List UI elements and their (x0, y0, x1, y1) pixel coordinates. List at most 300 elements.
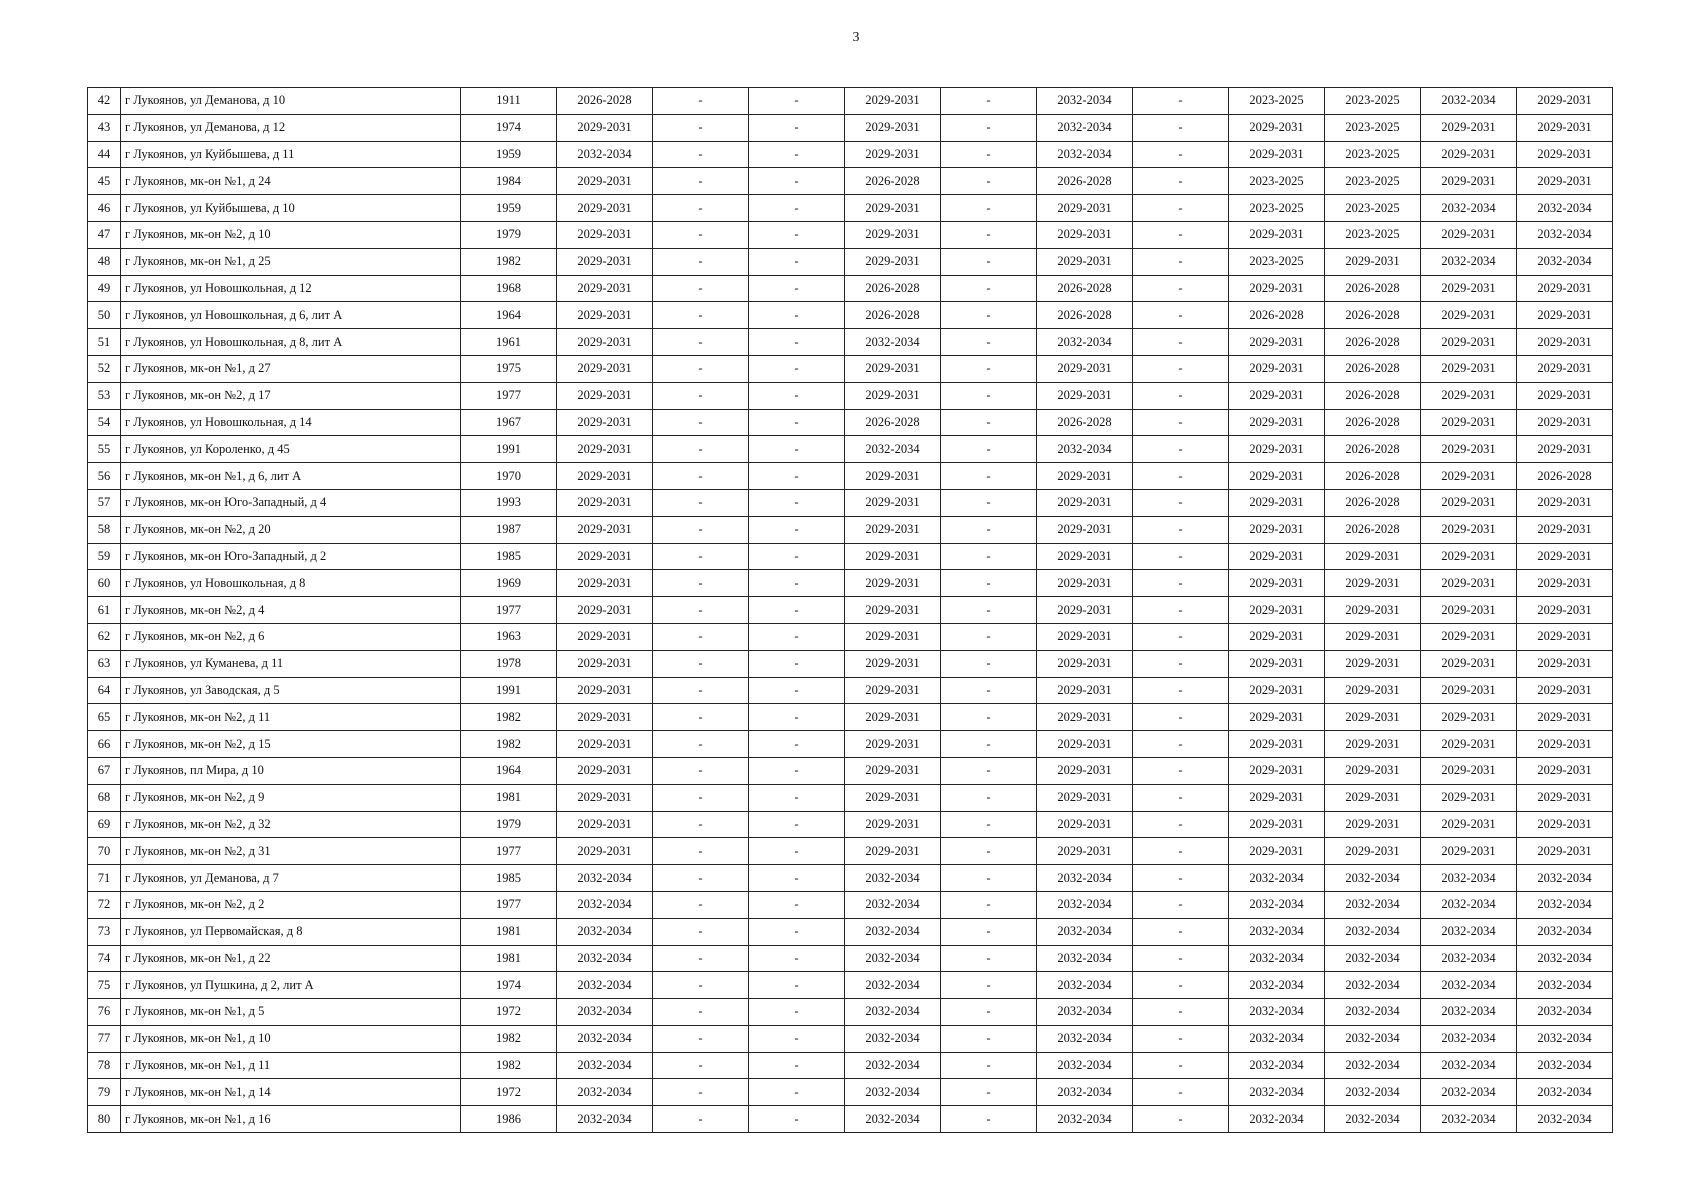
cell-period-4: 2029-2031 (845, 597, 941, 624)
table-row (88, 570, 1613, 597)
cell-row-number: 79 (88, 1079, 121, 1106)
cell-address: г Лукоянов, ул Первомайская, д 8 (121, 918, 461, 945)
cell-period-7: - (1133, 88, 1229, 115)
cell-row-number: 64 (88, 677, 121, 704)
cell-row-number: 60 (88, 570, 121, 597)
cell-period-7: - (1133, 731, 1229, 758)
cell-period-10: 2032-2034 (1421, 918, 1517, 945)
cell-period-4: 2029-2031 (845, 784, 941, 811)
cell-period-2: - (653, 1052, 749, 1079)
cell-period-7: - (1133, 141, 1229, 168)
cell-period-4: 2026-2028 (845, 302, 941, 329)
cell-row-number: 54 (88, 409, 121, 436)
cell-row-number: 73 (88, 918, 121, 945)
cell-period-2: - (653, 221, 749, 248)
cell-period-6: 2032-2034 (1037, 1052, 1133, 1079)
cell-period-6: 2032-2034 (1037, 436, 1133, 463)
cell-build-year: 1979 (461, 811, 557, 838)
cell-period-2: - (653, 141, 749, 168)
cell-period-2: - (653, 972, 749, 999)
cell-period-10: 2029-2031 (1421, 757, 1517, 784)
cell-period-8: 2029-2031 (1229, 409, 1325, 436)
cell-period-11: 2029-2031 (1517, 489, 1613, 516)
cell-address: г Лукоянов, мк-он №1, д 10 (121, 1025, 461, 1052)
cell-period-1: 2032-2034 (557, 1025, 653, 1052)
cell-period-2: - (653, 409, 749, 436)
cell-period-10: 2032-2034 (1421, 248, 1517, 275)
cell-period-4: 2029-2031 (845, 838, 941, 865)
cell-period-8: 2032-2034 (1229, 918, 1325, 945)
table-row (88, 195, 1613, 222)
cell-period-4: 2029-2031 (845, 88, 941, 115)
cell-period-6: 2029-2031 (1037, 677, 1133, 704)
cell-period-6: 2026-2028 (1037, 168, 1133, 195)
cell-period-6: 2029-2031 (1037, 757, 1133, 784)
cell-period-11: 2032-2034 (1517, 999, 1613, 1026)
cell-period-8: 2029-2031 (1229, 221, 1325, 248)
cell-period-10: 2029-2031 (1421, 355, 1517, 382)
cell-period-3: - (749, 784, 845, 811)
cell-row-number: 74 (88, 945, 121, 972)
cell-build-year: 1991 (461, 436, 557, 463)
cell-address: г Лукоянов, ул Новошкольная, д 8, лит А (121, 329, 461, 356)
table-row (88, 355, 1613, 382)
cell-row-number: 66 (88, 731, 121, 758)
cell-period-4: 2032-2034 (845, 999, 941, 1026)
cell-period-2: - (653, 757, 749, 784)
cell-build-year: 1964 (461, 757, 557, 784)
page-number: 3 (852, 30, 860, 45)
cell-period-3: - (749, 865, 845, 892)
table-row (88, 543, 1613, 570)
cell-build-year: 1982 (461, 248, 557, 275)
cell-row-number: 57 (88, 489, 121, 516)
cell-build-year: 1970 (461, 463, 557, 490)
repair-schedule-table (87, 87, 1613, 1133)
cell-period-11: 2029-2031 (1517, 704, 1613, 731)
cell-period-3: - (749, 195, 845, 222)
cell-period-3: - (749, 570, 845, 597)
table-row (88, 382, 1613, 409)
table-row (88, 597, 1613, 624)
cell-period-3: - (749, 811, 845, 838)
cell-period-9: 2032-2034 (1325, 945, 1421, 972)
cell-period-5: - (941, 114, 1037, 141)
cell-build-year: 1985 (461, 865, 557, 892)
cell-period-11: 2029-2031 (1517, 677, 1613, 704)
cell-period-1: 2026-2028 (557, 88, 653, 115)
cell-address: г Лукоянов, ул Куйбышева, д 10 (121, 195, 461, 222)
cell-build-year: 1972 (461, 1079, 557, 1106)
cell-address: г Лукоянов, ул Новошкольная, д 12 (121, 275, 461, 302)
cell-period-10: 2032-2034 (1421, 1025, 1517, 1052)
cell-period-10: 2029-2031 (1421, 409, 1517, 436)
cell-period-10: 2032-2034 (1421, 1052, 1517, 1079)
cell-period-11: 2029-2031 (1517, 757, 1613, 784)
cell-period-6: 2029-2031 (1037, 489, 1133, 516)
cell-period-1: 2029-2031 (557, 302, 653, 329)
cell-period-1: 2032-2034 (557, 141, 653, 168)
cell-period-3: - (749, 88, 845, 115)
cell-period-4: 2029-2031 (845, 623, 941, 650)
cell-period-9: 2026-2028 (1325, 329, 1421, 356)
table-row (88, 757, 1613, 784)
cell-period-4: 2029-2031 (845, 650, 941, 677)
cell-row-number: 62 (88, 623, 121, 650)
cell-row-number: 67 (88, 757, 121, 784)
cell-period-1: 2029-2031 (557, 114, 653, 141)
cell-build-year: 1993 (461, 489, 557, 516)
cell-period-11: 2026-2028 (1517, 463, 1613, 490)
cell-period-8: 2029-2031 (1229, 355, 1325, 382)
cell-period-6: 2029-2031 (1037, 221, 1133, 248)
cell-period-11: 2029-2031 (1517, 650, 1613, 677)
cell-period-2: - (653, 114, 749, 141)
cell-period-8: 2032-2034 (1229, 891, 1325, 918)
cell-period-10: 2029-2031 (1421, 704, 1517, 731)
cell-period-1: 2029-2031 (557, 757, 653, 784)
cell-period-2: - (653, 355, 749, 382)
cell-address: г Лукоянов, пл Мира, д 10 (121, 757, 461, 784)
cell-period-3: - (749, 141, 845, 168)
cell-period-4: 2029-2031 (845, 543, 941, 570)
cell-period-10: 2029-2031 (1421, 114, 1517, 141)
cell-period-1: 2032-2034 (557, 1106, 653, 1133)
cell-address: г Лукоянов, мк-он №2, д 11 (121, 704, 461, 731)
cell-period-10: 2029-2031 (1421, 784, 1517, 811)
cell-period-1: 2029-2031 (557, 329, 653, 356)
table-row (88, 972, 1613, 999)
cell-period-2: - (653, 195, 749, 222)
cell-period-9: 2029-2031 (1325, 677, 1421, 704)
cell-period-6: 2032-2034 (1037, 891, 1133, 918)
cell-period-7: - (1133, 838, 1229, 865)
cell-period-7: - (1133, 972, 1229, 999)
cell-period-2: - (653, 677, 749, 704)
cell-period-5: - (941, 248, 1037, 275)
cell-period-9: 2026-2028 (1325, 275, 1421, 302)
cell-period-11: 2029-2031 (1517, 88, 1613, 115)
cell-period-1: 2029-2031 (557, 195, 653, 222)
cell-address: г Лукоянов, мк-он №1, д 5 (121, 999, 461, 1026)
cell-period-7: - (1133, 784, 1229, 811)
table-body (88, 88, 1613, 1133)
cell-period-7: - (1133, 329, 1229, 356)
cell-period-4: 2029-2031 (845, 757, 941, 784)
cell-period-4: 2029-2031 (845, 731, 941, 758)
cell-period-5: - (941, 463, 1037, 490)
cell-period-8: 2032-2034 (1229, 865, 1325, 892)
cell-period-7: - (1133, 516, 1229, 543)
cell-period-2: - (653, 248, 749, 275)
cell-period-8: 2029-2031 (1229, 114, 1325, 141)
cell-period-2: - (653, 650, 749, 677)
cell-row-number: 52 (88, 355, 121, 382)
cell-address: г Лукоянов, ул Куманева, д 11 (121, 650, 461, 677)
cell-period-5: - (941, 543, 1037, 570)
cell-period-1: 2032-2034 (557, 891, 653, 918)
table-row (88, 999, 1613, 1026)
cell-period-2: - (653, 463, 749, 490)
cell-period-3: - (749, 221, 845, 248)
cell-period-1: 2029-2031 (557, 677, 653, 704)
cell-period-9: 2029-2031 (1325, 731, 1421, 758)
cell-address: г Лукоянов, мк-он №2, д 4 (121, 597, 461, 624)
cell-row-number: 71 (88, 865, 121, 892)
cell-address: г Лукоянов, ул Деманова, д 10 (121, 88, 461, 115)
cell-period-5: - (941, 1106, 1037, 1133)
cell-period-7: - (1133, 597, 1229, 624)
cell-period-2: - (653, 1106, 749, 1133)
cell-period-5: - (941, 516, 1037, 543)
cell-period-1: 2029-2031 (557, 784, 653, 811)
cell-period-1: 2029-2031 (557, 731, 653, 758)
cell-period-9: 2026-2028 (1325, 489, 1421, 516)
cell-period-11: 2032-2034 (1517, 1025, 1613, 1052)
cell-address: г Лукоянов, мк-он Юго-Западный, д 2 (121, 543, 461, 570)
cell-period-11: 2029-2031 (1517, 811, 1613, 838)
cell-period-10: 2029-2031 (1421, 463, 1517, 490)
cell-period-5: - (941, 1052, 1037, 1079)
cell-period-6: 2032-2034 (1037, 1025, 1133, 1052)
table-row (88, 811, 1613, 838)
cell-build-year: 1967 (461, 409, 557, 436)
cell-period-3: - (749, 436, 845, 463)
table-row (88, 88, 1613, 115)
cell-row-number: 47 (88, 221, 121, 248)
cell-period-10: 2029-2031 (1421, 543, 1517, 570)
cell-period-6: 2029-2031 (1037, 838, 1133, 865)
cell-period-8: 2029-2031 (1229, 677, 1325, 704)
cell-address: г Лукоянов, мк-он №2, д 6 (121, 623, 461, 650)
cell-period-4: 2029-2031 (845, 114, 941, 141)
cell-build-year: 1968 (461, 275, 557, 302)
cell-period-10: 2032-2034 (1421, 891, 1517, 918)
cell-period-8: 2032-2034 (1229, 945, 1325, 972)
cell-period-1: 2029-2031 (557, 221, 653, 248)
cell-period-4: 2032-2034 (845, 436, 941, 463)
cell-period-2: - (653, 543, 749, 570)
cell-period-10: 2029-2031 (1421, 570, 1517, 597)
cell-period-2: - (653, 623, 749, 650)
cell-address: г Лукоянов, мк-он №1, д 27 (121, 355, 461, 382)
cell-period-6: 2032-2034 (1037, 999, 1133, 1026)
cell-period-9: 2029-2031 (1325, 757, 1421, 784)
cell-period-9: 2032-2034 (1325, 972, 1421, 999)
cell-period-8: 2029-2031 (1229, 757, 1325, 784)
cell-period-6: 2032-2034 (1037, 945, 1133, 972)
cell-period-7: - (1133, 248, 1229, 275)
cell-period-1: 2029-2031 (557, 463, 653, 490)
cell-period-7: - (1133, 382, 1229, 409)
cell-period-4: 2029-2031 (845, 811, 941, 838)
cell-period-11: 2029-2031 (1517, 623, 1613, 650)
cell-period-5: - (941, 999, 1037, 1026)
cell-period-11: 2032-2034 (1517, 972, 1613, 999)
cell-period-8: 2029-2031 (1229, 543, 1325, 570)
cell-period-6: 2029-2031 (1037, 623, 1133, 650)
cell-period-5: - (941, 275, 1037, 302)
table-row (88, 677, 1613, 704)
cell-period-6: 2029-2031 (1037, 516, 1133, 543)
cell-period-3: - (749, 516, 845, 543)
cell-period-9: 2029-2031 (1325, 597, 1421, 624)
cell-address: г Лукоянов, ул Новошкольная, д 6, лит А (121, 302, 461, 329)
cell-period-7: - (1133, 918, 1229, 945)
cell-period-6: 2029-2031 (1037, 355, 1133, 382)
cell-period-11: 2029-2031 (1517, 141, 1613, 168)
table-row (88, 329, 1613, 356)
cell-period-11: 2029-2031 (1517, 275, 1613, 302)
cell-period-1: 2029-2031 (557, 650, 653, 677)
table-row (88, 248, 1613, 275)
cell-period-1: 2032-2034 (557, 1079, 653, 1106)
cell-period-2: - (653, 865, 749, 892)
cell-row-number: 58 (88, 516, 121, 543)
cell-period-6: 2032-2034 (1037, 88, 1133, 115)
cell-build-year: 1975 (461, 355, 557, 382)
cell-period-7: - (1133, 302, 1229, 329)
cell-period-6: 2032-2034 (1037, 918, 1133, 945)
cell-period-11: 2029-2031 (1517, 597, 1613, 624)
cell-period-9: 2023-2025 (1325, 221, 1421, 248)
cell-period-4: 2026-2028 (845, 409, 941, 436)
cell-period-3: - (749, 382, 845, 409)
cell-period-2: - (653, 382, 749, 409)
cell-period-9: 2026-2028 (1325, 436, 1421, 463)
cell-address: г Лукоянов, мк-он №1, д 16 (121, 1106, 461, 1133)
cell-period-5: - (941, 650, 1037, 677)
cell-row-number: 69 (88, 811, 121, 838)
cell-period-3: - (749, 275, 845, 302)
cell-period-7: - (1133, 570, 1229, 597)
cell-period-8: 2032-2034 (1229, 972, 1325, 999)
cell-period-2: - (653, 838, 749, 865)
cell-row-number: 48 (88, 248, 121, 275)
cell-period-5: - (941, 623, 1037, 650)
cell-period-9: 2029-2031 (1325, 623, 1421, 650)
cell-period-5: - (941, 1079, 1037, 1106)
cell-period-10: 2029-2031 (1421, 302, 1517, 329)
cell-period-7: - (1133, 1025, 1229, 1052)
cell-period-3: - (749, 248, 845, 275)
cell-period-2: - (653, 489, 749, 516)
cell-period-6: 2029-2031 (1037, 650, 1133, 677)
cell-build-year: 1982 (461, 731, 557, 758)
cell-period-4: 2032-2034 (845, 1052, 941, 1079)
cell-period-1: 2029-2031 (557, 275, 653, 302)
cell-build-year: 1977 (461, 838, 557, 865)
cell-period-8: 2032-2034 (1229, 1025, 1325, 1052)
cell-period-9: 2026-2028 (1325, 382, 1421, 409)
cell-period-5: - (941, 329, 1037, 356)
cell-period-7: - (1133, 543, 1229, 570)
cell-period-6: 2029-2031 (1037, 731, 1133, 758)
cell-address: г Лукоянов, мк-он №2, д 9 (121, 784, 461, 811)
cell-period-9: 2029-2031 (1325, 248, 1421, 275)
cell-period-11: 2032-2034 (1517, 918, 1613, 945)
table-row (88, 623, 1613, 650)
cell-period-5: - (941, 757, 1037, 784)
cell-period-3: - (749, 1052, 845, 1079)
cell-period-9: 2023-2025 (1325, 114, 1421, 141)
table-row (88, 409, 1613, 436)
cell-period-8: 2029-2031 (1229, 141, 1325, 168)
cell-build-year: 1982 (461, 1025, 557, 1052)
cell-row-number: 68 (88, 784, 121, 811)
cell-build-year: 1991 (461, 677, 557, 704)
cell-period-11: 2029-2031 (1517, 838, 1613, 865)
cell-build-year: 1959 (461, 195, 557, 222)
cell-period-1: 2029-2031 (557, 516, 653, 543)
cell-period-6: 2029-2031 (1037, 784, 1133, 811)
cell-period-8: 2029-2031 (1229, 838, 1325, 865)
cell-period-7: - (1133, 489, 1229, 516)
cell-period-8: 2029-2031 (1229, 704, 1325, 731)
cell-period-5: - (941, 865, 1037, 892)
cell-address: г Лукоянов, мк-он №1, д 24 (121, 168, 461, 195)
table-row (88, 731, 1613, 758)
cell-period-8: 2029-2031 (1229, 623, 1325, 650)
cell-period-11: 2029-2031 (1517, 784, 1613, 811)
cell-period-1: 2032-2034 (557, 865, 653, 892)
cell-period-3: - (749, 597, 845, 624)
cell-period-8: 2029-2031 (1229, 570, 1325, 597)
cell-period-11: 2032-2034 (1517, 1079, 1613, 1106)
cell-period-7: - (1133, 945, 1229, 972)
cell-period-4: 2029-2031 (845, 141, 941, 168)
cell-build-year: 1977 (461, 382, 557, 409)
cell-period-1: 2029-2031 (557, 436, 653, 463)
cell-period-5: - (941, 355, 1037, 382)
table-row (88, 865, 1613, 892)
cell-period-7: - (1133, 704, 1229, 731)
cell-period-8: 2029-2031 (1229, 329, 1325, 356)
cell-period-7: - (1133, 409, 1229, 436)
cell-address: г Лукоянов, ул Деманова, д 7 (121, 865, 461, 892)
cell-period-10: 2029-2031 (1421, 650, 1517, 677)
cell-build-year: 1981 (461, 784, 557, 811)
cell-address: г Лукоянов, мк-он №2, д 17 (121, 382, 461, 409)
cell-period-5: - (941, 731, 1037, 758)
cell-period-6: 2026-2028 (1037, 302, 1133, 329)
cell-period-9: 2029-2031 (1325, 543, 1421, 570)
cell-build-year: 1987 (461, 516, 557, 543)
cell-row-number: 65 (88, 704, 121, 731)
cell-address: г Лукоянов, ул Куйбышева, д 11 (121, 141, 461, 168)
table-row (88, 114, 1613, 141)
cell-period-10: 2029-2031 (1421, 811, 1517, 838)
cell-period-6: 2032-2034 (1037, 114, 1133, 141)
cell-period-4: 2032-2034 (845, 945, 941, 972)
cell-period-11: 2029-2031 (1517, 543, 1613, 570)
cell-period-4: 2032-2034 (845, 891, 941, 918)
cell-period-2: - (653, 516, 749, 543)
cell-period-9: 2026-2028 (1325, 516, 1421, 543)
cell-period-9: 2023-2025 (1325, 141, 1421, 168)
cell-build-year: 1977 (461, 891, 557, 918)
cell-period-2: - (653, 168, 749, 195)
cell-period-2: - (653, 945, 749, 972)
cell-period-11: 2032-2034 (1517, 1106, 1613, 1133)
cell-period-4: 2032-2034 (845, 972, 941, 999)
cell-build-year: 1964 (461, 302, 557, 329)
cell-period-2: - (653, 570, 749, 597)
cell-period-7: - (1133, 1079, 1229, 1106)
cell-row-number: 46 (88, 195, 121, 222)
cell-period-3: - (749, 623, 845, 650)
cell-row-number: 78 (88, 1052, 121, 1079)
